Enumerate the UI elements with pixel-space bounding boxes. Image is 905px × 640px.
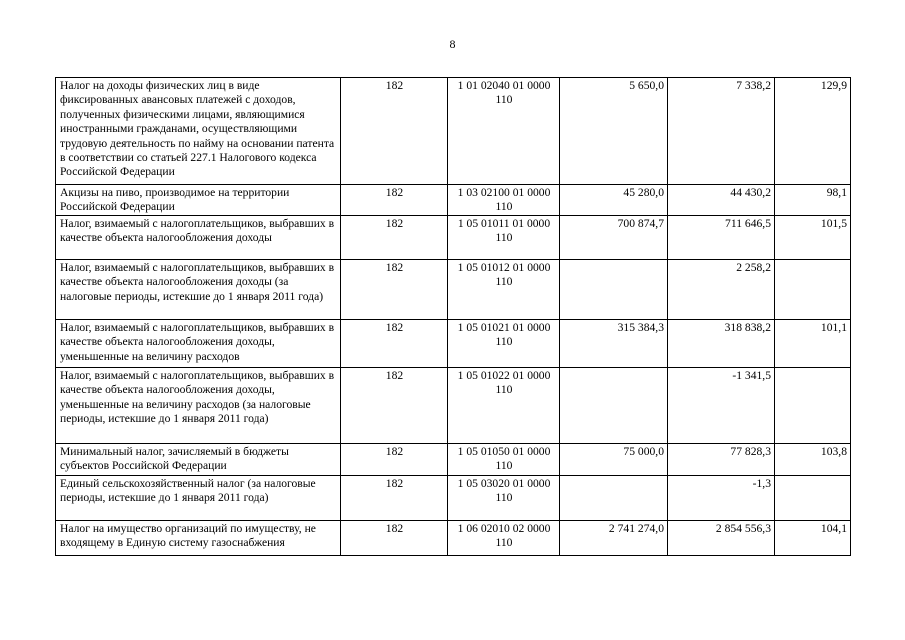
- revenue-name-cell: Минимальный налог, зачисляемый в бюджеты субъектов Российской Федерации: [56, 443, 341, 475]
- admin-code-cell: 182: [341, 78, 448, 185]
- revenue-name-cell: Налог, взимаемый с налогоплательщиков, выбравших в качестве объекта налогообложения доходы (за налоговые периоды, истекшие до 1 января 2011 года): [56, 259, 341, 319]
- budget-code-cell: 1 05 01050 01 0000 110: [448, 443, 560, 475]
- plan-value-cell: [560, 259, 668, 319]
- revenue-name-cell: Налог на имущество организаций по имуществу, не входящему в Единую систему газоснабжения: [56, 520, 341, 555]
- table-row: [56, 475, 851, 520]
- admin-code-cell: 182: [341, 185, 448, 216]
- admin-code-cell: 182: [341, 367, 448, 443]
- admin-code-cell: 182: [341, 319, 448, 367]
- revenue-name-cell: Налог, взимаемый с налогоплательщиков, выбравших в качестве объекта налогообложения доходы, уменьшенные на величину расходов: [56, 319, 341, 367]
- revenue-table: [55, 77, 851, 556]
- percent-cell: 98,1: [775, 185, 851, 216]
- admin-code-cell: 182: [341, 520, 448, 555]
- percent-cell: 104,1: [775, 520, 851, 555]
- plan-value-cell: 700 874,7: [560, 215, 668, 259]
- page-number: 8: [449, 37, 456, 51]
- plan-value-cell: 5 650,0: [560, 78, 668, 185]
- admin-code-cell: 182: [341, 215, 448, 259]
- table-row: [56, 215, 851, 259]
- revenue-name-cell: Налог, взимаемый с налогоплательщиков, выбравших в качестве объекта налогообложения доходы, уменьшенные на величину расходов (за налоговые периоды, истекшие до 1 января 2011 года): [56, 367, 341, 443]
- table-row: [56, 520, 851, 555]
- budget-code-cell: 1 01 02040 01 0000 110: [448, 78, 560, 185]
- table-row: [56, 259, 851, 319]
- percent-cell: [775, 475, 851, 520]
- percent-cell: 103,8: [775, 443, 851, 475]
- percent-cell: [775, 259, 851, 319]
- percent-cell: 129,9: [775, 78, 851, 185]
- fact-value-cell: 44 430,2: [668, 185, 775, 216]
- admin-code-cell: 182: [341, 475, 448, 520]
- fact-value-cell: 318 838,2: [668, 319, 775, 367]
- revenue-name-cell: Налог на доходы физических лиц в виде фиксированных авансовых платежей с доходов, полученных физическими лицами, являющимися иностранными гражданами, осуществляющими трудовую деятельность по найму на основании патента в соответствии со статьей 227.1 Налогового кодекса Российской Федерации: [56, 78, 341, 185]
- fact-value-cell: 7 338,2: [668, 78, 775, 185]
- budget-code-cell: 1 05 01022 01 0000 110: [448, 367, 560, 443]
- budget-code-cell: 1 03 02100 01 0000 110: [448, 185, 560, 216]
- table-row: [56, 185, 851, 216]
- admin-code-cell: 182: [341, 443, 448, 475]
- budget-code-cell: 1 05 01011 01 0000 110: [448, 215, 560, 259]
- revenue-name-cell: Налог, взимаемый с налогоплательщиков, выбравших в качестве объекта налогообложения доходы: [56, 215, 341, 259]
- plan-value-cell: [560, 475, 668, 520]
- budget-code-cell: 1 05 03020 01 0000 110: [448, 475, 560, 520]
- plan-value-cell: 45 280,0: [560, 185, 668, 216]
- plan-value-cell: 315 384,3: [560, 319, 668, 367]
- revenue-name-cell: Единый сельскохозяйственный налог (за налоговые периоды, истекшие до 1 января 2011 года): [56, 475, 341, 520]
- table-row: [56, 443, 851, 475]
- fact-value-cell: -1 341,5: [668, 367, 775, 443]
- fact-value-cell: -1,3: [668, 475, 775, 520]
- plan-value-cell: 75 000,0: [560, 443, 668, 475]
- table-row: [56, 78, 851, 185]
- fact-value-cell: 2 258,2: [668, 259, 775, 319]
- budget-code-cell: 1 05 01021 01 0000 110: [448, 319, 560, 367]
- percent-cell: 101,5: [775, 215, 851, 259]
- percent-cell: [775, 367, 851, 443]
- table-row: [56, 319, 851, 367]
- budget-code-cell: 1 06 02010 02 0000 110: [448, 520, 560, 555]
- fact-value-cell: 77 828,3: [668, 443, 775, 475]
- table-row: [56, 367, 851, 443]
- percent-cell: 101,1: [775, 319, 851, 367]
- fact-value-cell: 711 646,5: [668, 215, 775, 259]
- revenue-name-cell: Акцизы на пиво, производимое на территории Российской Федерации: [56, 185, 341, 216]
- fact-value-cell: 2 854 556,3: [668, 520, 775, 555]
- plan-value-cell: [560, 367, 668, 443]
- admin-code-cell: 182: [341, 259, 448, 319]
- budget-code-cell: 1 05 01012 01 0000 110: [448, 259, 560, 319]
- plan-value-cell: 2 741 274,0: [560, 520, 668, 555]
